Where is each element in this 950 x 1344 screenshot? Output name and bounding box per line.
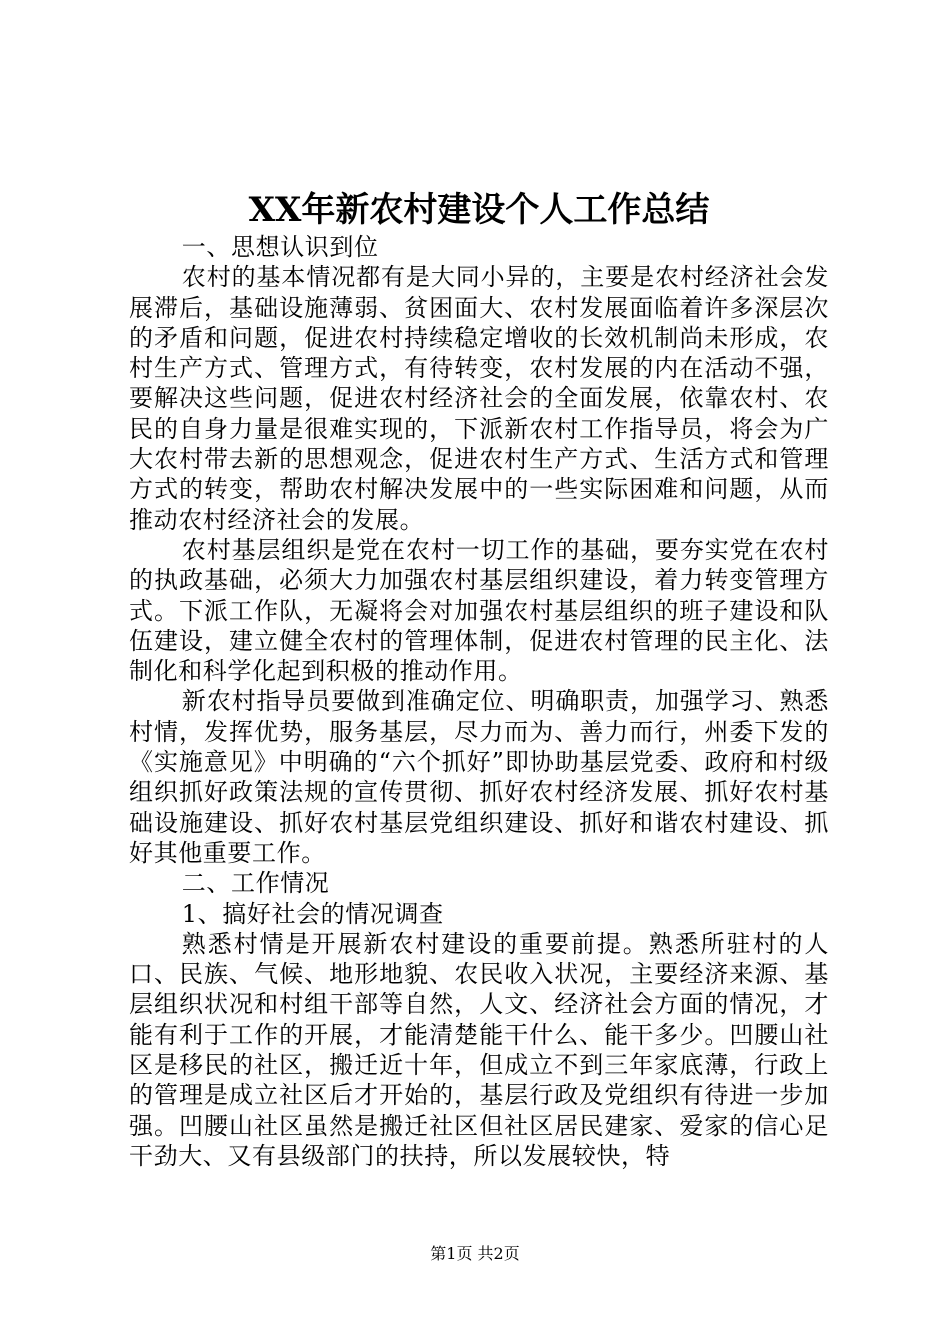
- section-heading-2: 二、工作情况: [181, 869, 330, 898]
- paragraph-2: 农村基层组织是党在农村一切工作的基础，要夯实党在农村的执政基础，必须大力加强农村基层组织建设，着力转变管理方式。下派工作队，无凝将会对加强农村基层组织的班子建设和队伍建设，建立健全农村的管理体制，促进农村管理的民主化、法制化和科学化起到积极的推动作用。: [129, 535, 829, 686]
- paragraph-3: 新农村指导员要做到准确定位、明确职责，加强学习、熟悉村情，发挥优势，服务基层，尽力而为、善力而行，州委下发的《实施意见》中明确的“六个抓好”即协助基层党委、政府和村级组织抓好政策法规的宣传贯彻、抓好农村经济发展、抓好农村基础设施建设、抓好农村基层党组织建设、抓好和谐农村建设、抓好其他重要工作。: [129, 687, 829, 867]
- paragraph-1: 农村的基本情况都有是大同小异的，主要是农村经济社会发展滞后，基础设施薄弱、贫困面大、农村发展面临着许多深层次的矛盾和问题，促进农村持续稳定增收的长效机制尚未形成，农村生产方式、管理方式，有待转变，农村发展的内在活动不强，要解决这些问题，促进农村经济社会的全面发展，依靠农村、农民的自身力量是很难实现的，下派新农村工作指导员，将会为广大农村带去新的思想观念，促进农村生产方式、生活方式和管理方式的转变，帮助农村解决发展中的一些实际困难和问题，从而推动农村经济社会的发展。: [129, 263, 829, 534]
- document-body: [129, 232, 829, 1171]
- paragraph-4: 熟悉村情是开展新农村建设的重要前提。熟悉所驻村的人口、民族、气候、地形地貌、农民收入状况，主要经济来源、基层组织状况和村组干部等自然，人文、经济社会方面的情况，才能有利于工作的开展，才能清楚能干什么、能干多少。凹腰山社区是移民的社区，搬迁近十年，但成立不到三年家底薄，行政上的管理是成立社区后才开始的，基层行政及党组织有待进一步加强。凹腰山社区虽然是搬迁社区但社区居民建家、爱家的信心足干劲大、又有县级部门的扶持，所以发展较快，特: [129, 929, 829, 1170]
- section-heading-1: 一、思想认识到位: [181, 233, 379, 261]
- document-title: XX年新农村建设个人工作总结: [248, 190, 710, 230]
- document-content: [129, 190, 829, 1171]
- subsection-heading-1: 1、搞好社会的情况调查: [181, 899, 444, 928]
- page-footer: 第1页 共2页: [430, 1244, 520, 1263]
